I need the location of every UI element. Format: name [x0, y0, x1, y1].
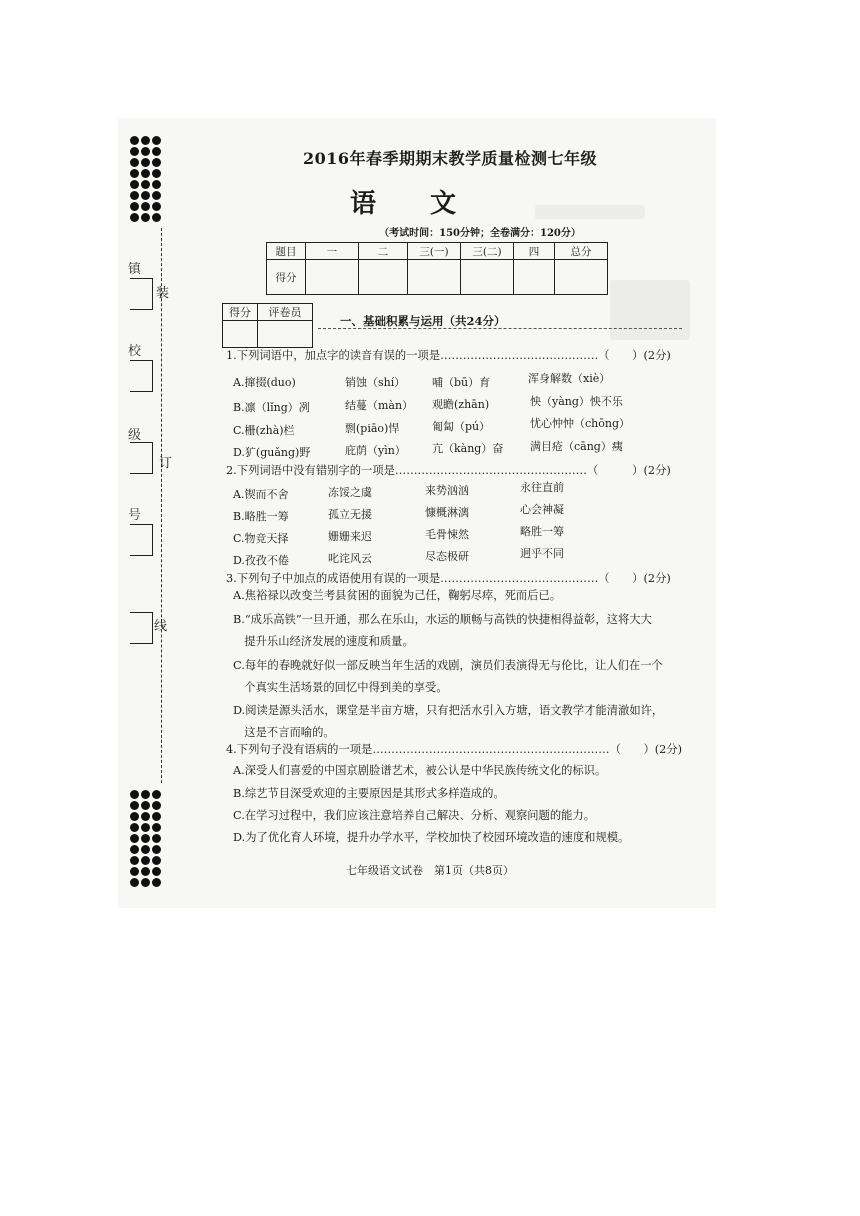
- binding-dot: [152, 158, 161, 167]
- binding-dot: [141, 202, 150, 211]
- binding-dot: [130, 823, 139, 832]
- binding-dot: [130, 790, 139, 799]
- side-label-class: 级: [128, 428, 142, 443]
- side-box-school[interactable]: [130, 360, 153, 392]
- binding-dots-bottom: [130, 790, 162, 887]
- q3-line: 个真实生活场景的回忆中得到美的享受。: [233, 681, 448, 694]
- binding-dot: [152, 856, 161, 865]
- score-table: [266, 242, 608, 295]
- binding-dot: [152, 169, 161, 178]
- section-divider: [318, 328, 682, 329]
- binding-dot: [152, 202, 161, 211]
- q1-option: 观瞻(zhān): [432, 398, 490, 411]
- q1-option: 忧心忡忡（chōng）: [530, 417, 630, 430]
- q3-line: 这是不言而喻的。: [233, 726, 335, 739]
- q4-line: A.深受人们喜爱的中国京剧脸谱艺术，被公认是中华民族传统文化的标识。: [233, 764, 607, 777]
- section-heading: 一、基础积累与运用（共24分）: [340, 314, 506, 328]
- q1-option: C.栅(zhà)栏: [233, 424, 295, 437]
- binding-dot: [130, 856, 139, 865]
- q1-option: 剽(piāo)悍: [345, 422, 400, 435]
- score-header: 题目: [267, 243, 306, 260]
- q1-option: 满目疮（cāng）痍: [530, 440, 623, 453]
- binding-word-xian: 线: [154, 619, 168, 634]
- score-row-label: 得分: [267, 260, 306, 295]
- binding-dot: [141, 823, 150, 832]
- q2-option: 略胜一筹: [520, 525, 564, 538]
- binding-dot: [141, 158, 150, 167]
- score-header: 二: [359, 243, 408, 260]
- score-header: 总分: [555, 243, 608, 260]
- side-box-class[interactable]: [130, 442, 153, 474]
- binding-dot: [141, 834, 150, 843]
- q2-option: 来势汹汹: [425, 484, 469, 497]
- q3-line: 提升乐山经济发展的速度和质量。: [233, 635, 414, 648]
- binding-dot: [152, 180, 161, 189]
- q2-option: 姗姗来迟: [328, 530, 372, 543]
- binding-dot: [141, 180, 150, 189]
- q3-line: C.每年的春晚就好似一部反映当年生活的戏剧，演员们表演得无与伦比，让人们在一个: [233, 659, 663, 672]
- binding-dot: [130, 147, 139, 156]
- binding-dot: [141, 845, 150, 854]
- q1-option: 结蔓（màn）: [345, 399, 414, 412]
- q1-option: 庇荫（yìn）: [345, 444, 406, 457]
- q2-option: 迥乎不同: [520, 547, 564, 560]
- binding-dot: [130, 202, 139, 211]
- question-4-stem: 4.下列句子没有语病的一项是………………………………………………………（ ）(2分): [226, 743, 683, 756]
- score-header: 三(一): [408, 243, 461, 260]
- q2-option: C.物竞天择: [233, 532, 289, 545]
- binding-dot: [130, 834, 139, 843]
- binding-dot: [152, 801, 161, 810]
- binding-dot: [141, 878, 150, 887]
- binding-dot: [141, 213, 150, 222]
- binding-dot: [130, 867, 139, 876]
- binding-dot: [152, 213, 161, 222]
- q2-option: 永往直前: [520, 481, 564, 494]
- grader-header: 得分: [223, 304, 258, 321]
- score-cell[interactable]: [408, 260, 461, 295]
- grader-table: [222, 303, 313, 348]
- binding-dot: [152, 834, 161, 843]
- binding-dot: [141, 812, 150, 821]
- q1-option: 哺（bū）育: [432, 376, 491, 389]
- q1-option: A.撺掇(duo): [233, 376, 296, 389]
- q2-option: B.略胜一筹: [233, 510, 289, 523]
- q2-option: 尽态极研: [425, 550, 469, 563]
- question-3-stem: 3.下列句子中加点的成语使用有误的一项是……………………………………（ ）(2分): [226, 572, 671, 585]
- binding-word-zhuang: 装: [156, 286, 170, 301]
- binding-dot: [152, 790, 161, 799]
- binding-dot: [152, 867, 161, 876]
- bleed-through-mark: [610, 280, 690, 340]
- binding-dot: [130, 136, 139, 145]
- binding-dot: [141, 147, 150, 156]
- q2-option: 心会神凝: [520, 503, 564, 516]
- grader-cell[interactable]: [223, 321, 258, 348]
- grader-cell[interactable]: [258, 321, 313, 348]
- grader-header: 评卷员: [258, 304, 313, 321]
- binding-dot: [130, 812, 139, 821]
- score-header: 四: [514, 243, 555, 260]
- q1-option: D.犷(guǎng)野: [233, 446, 311, 459]
- binding-dot: [152, 191, 161, 200]
- binding-dot: [130, 180, 139, 189]
- binding-dot: [152, 812, 161, 821]
- score-header: 一: [306, 243, 359, 260]
- side-box-town[interactable]: [130, 278, 153, 310]
- score-cell[interactable]: [514, 260, 555, 295]
- score-cell[interactable]: [306, 260, 359, 295]
- binding-dot: [141, 790, 150, 799]
- score-cell[interactable]: [461, 260, 514, 295]
- q1-option: 亢（kàng）奋: [432, 442, 504, 455]
- q1-option: 销蚀（shí）: [345, 376, 406, 389]
- q1-option: 匍匐（pú）: [432, 420, 491, 433]
- q2-option: 冻馁之虞: [328, 486, 372, 499]
- q1-option: 浑身解数（xiè）: [528, 372, 611, 385]
- binding-dot: [130, 169, 139, 178]
- binding-dot: [130, 158, 139, 167]
- page-footer: 七年级语文试卷 第1页（共8页）: [346, 864, 514, 877]
- q2-option: D.孜孜不倦: [233, 554, 289, 567]
- binding-dot: [130, 801, 139, 810]
- q2-option: 叱诧风云: [328, 552, 372, 565]
- binding-dot: [141, 856, 150, 865]
- binding-dot: [152, 147, 161, 156]
- binding-dot: [152, 845, 161, 854]
- q4-line: D.为了优化育人环境，提升办学水平，学校加快了校园环境改造的速度和规模。: [233, 831, 630, 844]
- binding-dot: [152, 136, 161, 145]
- binding-dots-top: [130, 136, 162, 222]
- q2-option: 毛骨悚然: [425, 528, 469, 541]
- q2-option: A.锲而不舍: [233, 488, 289, 501]
- q3-line: A.焦裕禄以改变兰考县贫困的面貌为己任，鞠躬尽瘁，死而后已。: [233, 589, 562, 602]
- q3-line: B.“成乐高铁”一旦开通，那么在乐山，水运的顺畅与高铁的快捷相得益彰，这将大大: [233, 613, 652, 626]
- binding-dashed-line: [161, 228, 162, 783]
- side-label-town: 镇: [128, 262, 142, 277]
- side-box-number[interactable]: [130, 524, 153, 556]
- q1-option: B.凛（lǐng）冽: [233, 401, 310, 414]
- q1-option: 怏（yàng）怏不乐: [530, 395, 623, 408]
- question-2-stem: 2.下列词语中没有错别字的一项是……………………………………………（ ）(2分): [226, 464, 671, 477]
- binding-word-ding: 订: [159, 456, 173, 471]
- subject-title: 语文: [349, 189, 510, 219]
- q3-line: D.阅读是源头活水，课堂是半亩方塘，只有把活水引入方塘，语文教学才能清澈如许，: [233, 704, 664, 717]
- q4-line: C.在学习过程中，我们应该注意培养自己解决、分析、观察问题的能力。: [233, 809, 596, 822]
- q2-option: 慷概淋漓: [425, 506, 469, 519]
- binding-dot: [130, 213, 139, 222]
- q4-line: B.综艺节目深受欢迎的主要原因是其形式多样造成的。: [233, 787, 505, 800]
- binding-dot: [141, 191, 150, 200]
- q2-option: 孤立无援: [328, 508, 372, 521]
- side-box-name[interactable]: [130, 612, 153, 644]
- exam-title: 2016年春季期期末教学质量检测七年级: [302, 149, 598, 168]
- binding-dot: [141, 136, 150, 145]
- binding-dot: [141, 169, 150, 178]
- binding-dot: [141, 801, 150, 810]
- exam-info: （考试时间：150分钟；全卷满分：120分）: [379, 228, 581, 239]
- score-header: 三(二): [461, 243, 514, 260]
- binding-dot: [130, 845, 139, 854]
- binding-dot: [130, 878, 139, 887]
- score-cell[interactable]: [359, 260, 408, 295]
- score-cell[interactable]: [555, 260, 608, 295]
- binding-dot: [152, 823, 161, 832]
- binding-dot: [141, 867, 150, 876]
- side-label-school: 校: [128, 344, 142, 359]
- binding-dot: [130, 191, 139, 200]
- question-1-stem: 1.下列词语中，加点字的读音有误的一项是……………………………………（ ）(2分): [226, 349, 671, 362]
- side-label-number: 号: [128, 508, 142, 523]
- binding-dot: [152, 878, 161, 887]
